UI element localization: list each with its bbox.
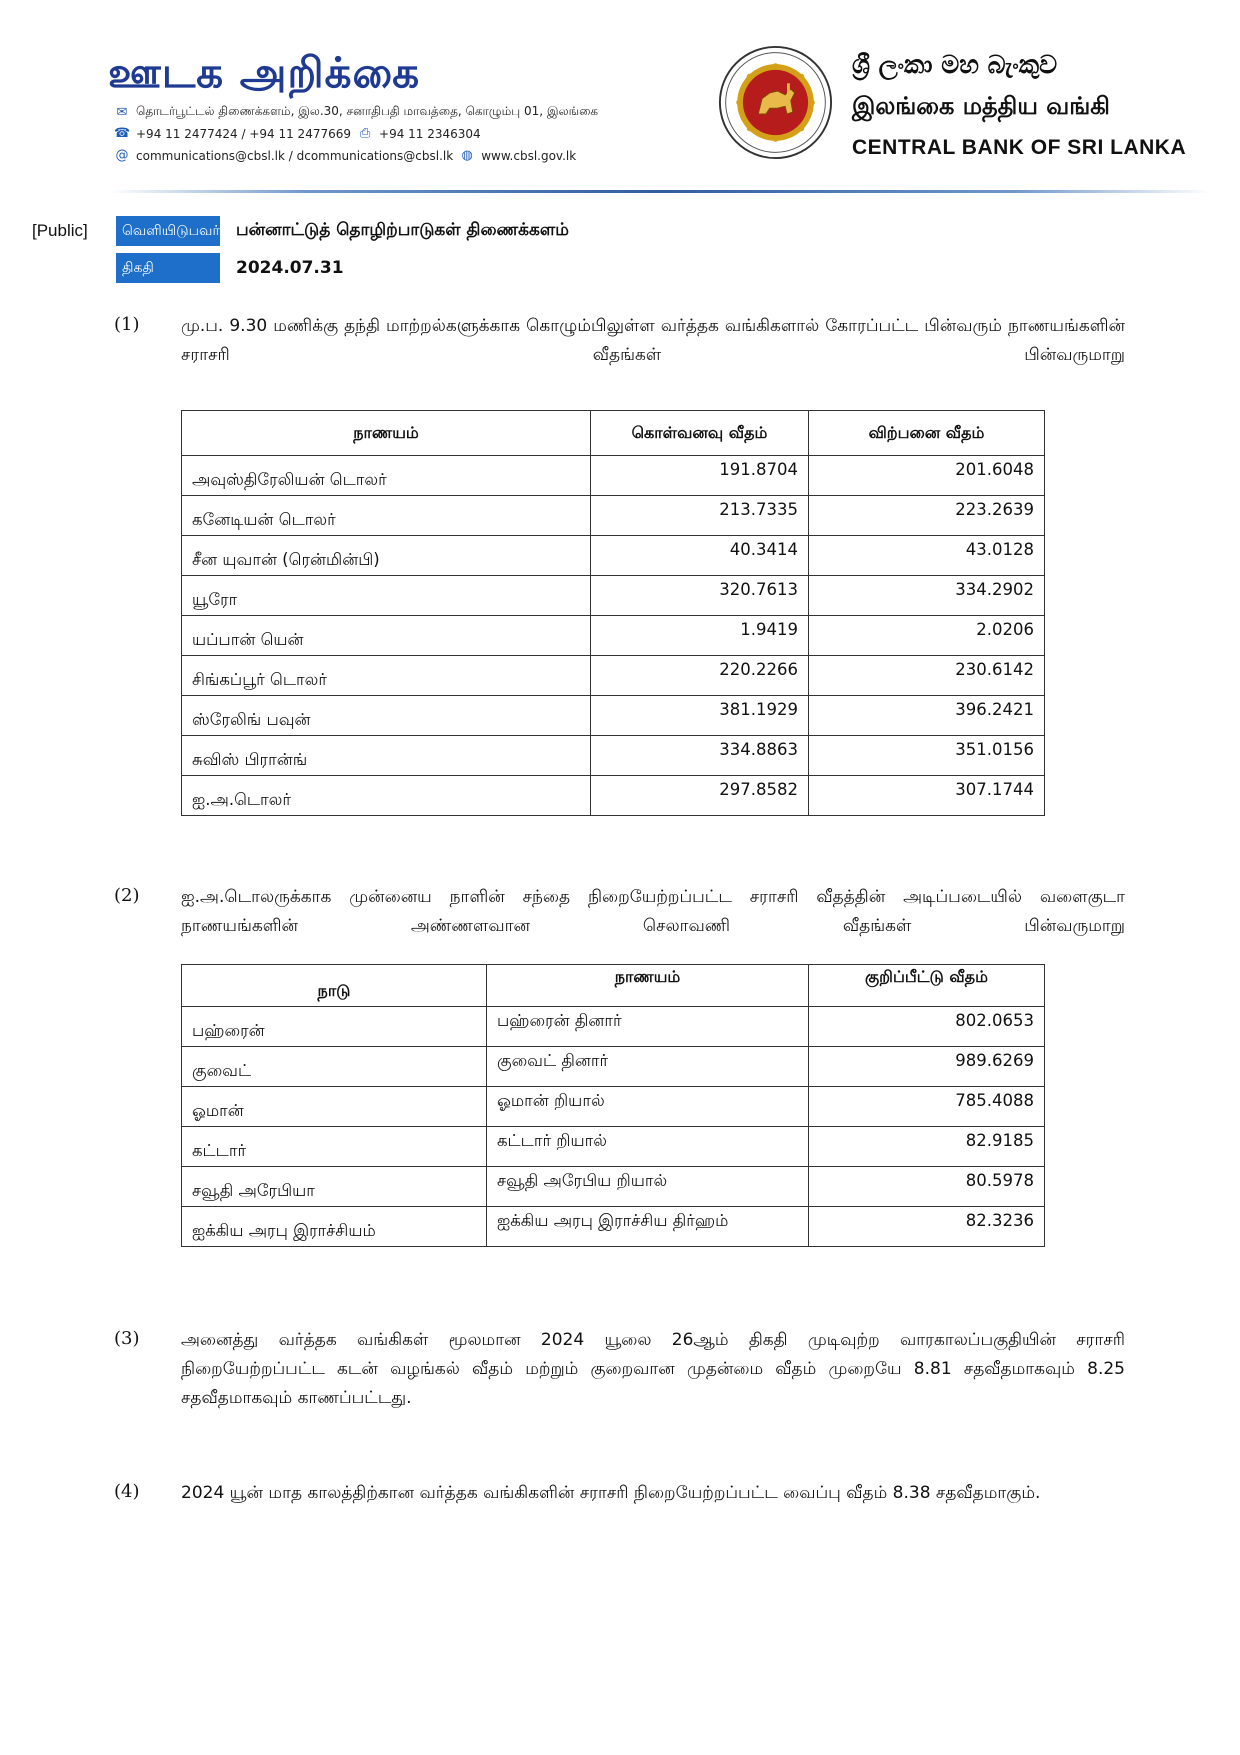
section-1-text: மு.ப. 9.30 மணிக்கு தந்தி மாற்றல்களுக்காக கொழும்பிலுள்ள வர்த்தக வங்கிகளால் கோரப்பட்ட பின்வரும் நாணயங்களின் சராசரி வீதங்கள் பின்வருமாறு bbox=[181, 316, 1125, 365]
table-row bbox=[182, 496, 1045, 536]
table-cell: 334.8863 bbox=[591, 736, 809, 776]
table-cell: 396.2421 bbox=[809, 696, 1045, 736]
table-cell: 80.5978 bbox=[809, 1167, 1045, 1207]
section-3-number: (3) bbox=[114, 1328, 140, 1349]
table-cell: 802.0653 bbox=[809, 1007, 1045, 1047]
table-cell: பஹ்ரைன் தினார் bbox=[487, 1007, 809, 1047]
phone-row bbox=[114, 126, 481, 141]
table-cell: 785.4088 bbox=[809, 1087, 1045, 1127]
table-cell: யூரோ bbox=[182, 576, 591, 616]
table-row bbox=[182, 776, 1045, 816]
table-cell: 213.7335 bbox=[591, 496, 809, 536]
table-cell: ஓமான் bbox=[182, 1087, 487, 1127]
table-cell: கனேடியன் டொலர் bbox=[182, 496, 591, 536]
at-icon: @ bbox=[115, 148, 129, 163]
table-cell: 307.1744 bbox=[809, 776, 1045, 816]
table-cell: குவைட் bbox=[182, 1047, 487, 1087]
table-cell: சவூதி அரேபிய றியால் bbox=[487, 1167, 809, 1207]
table-cell: 201.6048 bbox=[809, 456, 1045, 496]
section-3-text: அனைத்து வர்த்தக வங்கிகள் மூலமான 2024 யூலை 26ஆம் திகதி முடிவுற்ற வாரகாலப்பகுதியின் சராசரி நிறையேற்றப்பட்ட கடன் வழங்கல் வீதம் மற்றும் குறைவான முதன்மை வீதம் முறையே 8.81 சதவீதமாகவும் 8.25 சதவீதமாகவும் காணப்பட்டது. bbox=[181, 1330, 1125, 1408]
media-release-title: ஊடக அறிக்கை bbox=[108, 48, 421, 97]
table-row bbox=[182, 616, 1045, 656]
section-4-text: 2024 யூன் மாத காலத்திற்கான வர்த்தக வங்கிகளின் சராசரி நிறையேற்றப்பட்ட வைப்பு வீதம் 8.38 சதவீதமாகும். bbox=[181, 1483, 1041, 1503]
table-cell: 223.2639 bbox=[809, 496, 1045, 536]
table-row bbox=[182, 1087, 1045, 1127]
table-cell: கட்டார் bbox=[182, 1127, 487, 1167]
table-cell: சுவிஸ் பிரான்ங் bbox=[182, 736, 591, 776]
table-cell: ஓமான் றியால் bbox=[487, 1087, 809, 1127]
header-divider bbox=[110, 190, 1210, 193]
fax-text: +94 11 2346304 bbox=[379, 126, 481, 141]
issued-by-label: வெளியிடுபவர் bbox=[116, 216, 220, 246]
table-cell: யப்பான் யென் bbox=[182, 616, 591, 656]
table-cell: 320.7613 bbox=[591, 576, 809, 616]
table-cell: ஐ.அ.டொலர் bbox=[182, 776, 591, 816]
bank-name-sinhala: ශ්‍රී ලංකා මහ බැංකුව bbox=[852, 50, 1058, 79]
table-cell: 1.9419 bbox=[591, 616, 809, 656]
table-cell: ஐக்கிய அரபு இராச்சியம் bbox=[182, 1207, 487, 1247]
table-row bbox=[182, 456, 1045, 496]
gulf-currency-table bbox=[181, 964, 1045, 1247]
table-cell: 230.6142 bbox=[809, 656, 1045, 696]
table-cell: 82.9185 bbox=[809, 1127, 1045, 1167]
website-text[interactable]: www.cbsl.gov.lk bbox=[481, 148, 577, 163]
table-cell: குவைட் தினார் bbox=[487, 1047, 809, 1087]
table-cell: 351.0156 bbox=[809, 736, 1045, 776]
table-cell: பஹ்ரைன் bbox=[182, 1007, 487, 1047]
table-row bbox=[182, 1167, 1045, 1207]
table-row bbox=[182, 656, 1045, 696]
table-cell: 989.6269 bbox=[809, 1047, 1045, 1087]
table-cell: 2.0206 bbox=[809, 616, 1045, 656]
column-header: நாடு bbox=[182, 965, 487, 1007]
classification-label: [Public] bbox=[32, 221, 88, 240]
section-1-number: (1) bbox=[114, 314, 140, 335]
table-cell: 220.2266 bbox=[591, 656, 809, 696]
table-cell: 82.3236 bbox=[809, 1207, 1045, 1247]
envelope-icon: ✉ bbox=[116, 104, 128, 120]
cbsl-seal bbox=[718, 45, 833, 160]
table-row bbox=[182, 536, 1045, 576]
table-header-row bbox=[182, 411, 1045, 456]
table-cell: 334.2902 bbox=[809, 576, 1045, 616]
table-cell: கட்டார் றியால் bbox=[487, 1127, 809, 1167]
table-cell: 381.1929 bbox=[591, 696, 809, 736]
table-cell: சிங்கப்பூர் டொலர் bbox=[182, 656, 591, 696]
date-value: 2024.07.31 bbox=[236, 258, 344, 278]
table-cell: 297.8582 bbox=[591, 776, 809, 816]
table-row bbox=[182, 1007, 1045, 1047]
section-2-number: (2) bbox=[114, 885, 140, 906]
address-text: தொடர்பூட்டல் திணைக்களம், இல.30, சனாதிபதி மாவத்தை, கொழும்பு 01, இலங்கை bbox=[136, 104, 599, 118]
column-header: குறிப்பீட்டு வீதம் bbox=[809, 965, 1045, 1007]
table-row bbox=[182, 1127, 1045, 1167]
table-cell: 191.8704 bbox=[591, 456, 809, 496]
table-row bbox=[182, 1207, 1045, 1247]
email-row bbox=[114, 148, 576, 163]
address-row bbox=[114, 104, 598, 120]
table-row bbox=[182, 696, 1045, 736]
email-text[interactable]: communications@cbsl.lk / dcommunications@cbsl.lk bbox=[136, 148, 454, 163]
phone-text: +94 11 2477424 / +94 11 2477669 bbox=[136, 126, 352, 141]
column-header: நாணயம் bbox=[182, 411, 591, 456]
date-label: திகதி bbox=[116, 253, 220, 283]
globe-icon: ◍ bbox=[461, 148, 473, 163]
phone-icon: ☎ bbox=[114, 126, 131, 141]
table-cell: 43.0128 bbox=[809, 536, 1045, 576]
table-cell: சீன யுவான் (ரென்மின்பி) bbox=[182, 536, 591, 576]
fax-icon: ⎙ bbox=[359, 126, 371, 141]
table-cell: 40.3414 bbox=[591, 536, 809, 576]
table-cell: அவுஸ்திரேலியன் டொலர் bbox=[182, 456, 591, 496]
column-header: கொள்வனவு வீதம் bbox=[591, 411, 809, 456]
bank-name-tamil: இலங்கை மத்திய வங்கி bbox=[852, 92, 1110, 120]
table-cell: சவூதி அரேபியா bbox=[182, 1167, 487, 1207]
table-row bbox=[182, 576, 1045, 616]
table-row bbox=[182, 1047, 1045, 1087]
column-header: நாணயம் bbox=[487, 965, 809, 1007]
table-cell: ஐக்கிய அரபு இராச்சிய திர்ஹம் bbox=[487, 1207, 809, 1247]
table-cell: ஸ்ரேலிங் பவுன் bbox=[182, 696, 591, 736]
section-4-number: (4) bbox=[114, 1481, 140, 1502]
column-header: விற்பனை வீதம் bbox=[809, 411, 1045, 456]
issued-by-value: பன்னாட்டுத் தொழிற்பாடுகள் திணைக்களம் bbox=[236, 220, 569, 240]
exchange-rates-table bbox=[181, 410, 1045, 816]
bank-name-english: CENTRAL BANK OF SRI LANKA bbox=[852, 136, 1187, 159]
table-row bbox=[182, 736, 1045, 776]
table-header-row bbox=[182, 965, 1045, 1007]
section-2-text: ஐ.அ.டொலருக்காக முன்னைய நாளின் சந்தை நிறையேற்றப்பட்ட சராசரி வீதத்தின் அடிப்படையில் வளைகுடா நாணயங்களின் அண்ணளவான செலாவணி வீதங்கள் பின்வருமாறு bbox=[181, 887, 1125, 936]
